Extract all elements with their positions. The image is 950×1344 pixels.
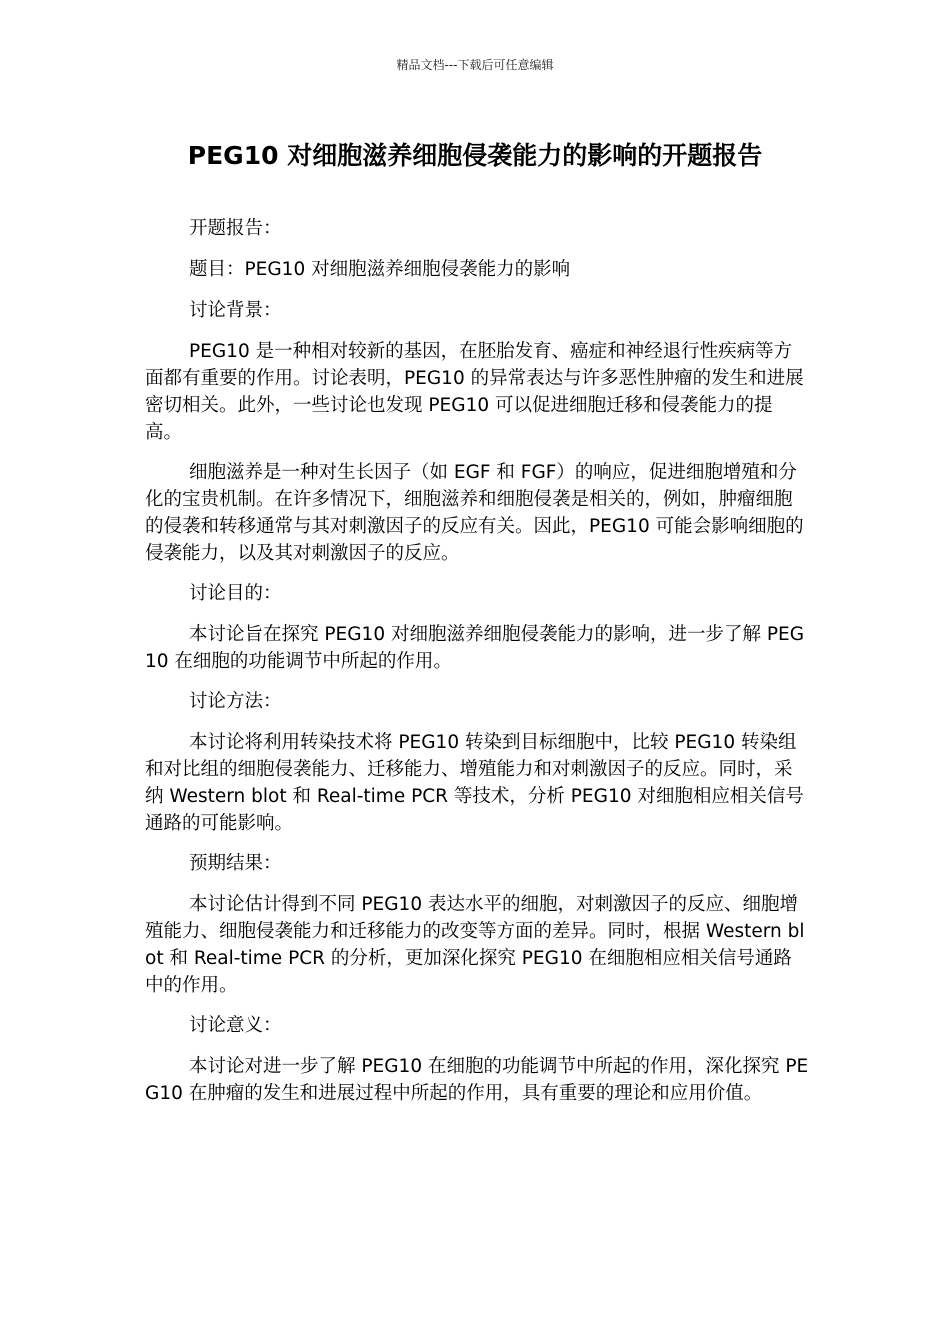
expected-results-paragraph: 本讨论估计得到不同 PEG10 表达水平的细胞，对刺激因子的反应、细胞增殖能力、细胞侵袭能力和迁移能力的改变等方面的差异。同时，根据 Western blot 和 Real-time PCR 的分析，更加深化探究 PEG10 在细胞相应相关信号通路中的作用。 — [145, 894, 805, 996]
document-body — [145, 215, 809, 1120]
background-paragraph-1: PEG10 是一种相对较新的基因，在胚胎发育、癌症和神经退行性疾病等方面都有重要的作用。讨论表明，PEG10 的异常表达与许多恶性肿瘤的发生和进展密切相关。此外，一些讨论也发现 PEG10 可以促进细胞迁移和侵袭能力的提高。 — [145, 341, 804, 443]
section-label-report: 开题报告： — [189, 218, 282, 239]
section-label-purpose: 讨论目的： — [189, 583, 282, 604]
section-label-significance: 讨论意义： — [189, 1015, 282, 1036]
header-note: 精品文档---下载后可任意编辑 — [396, 58, 554, 72]
topic-line: 题目：PEG10 对细胞滋养细胞侵袭能力的影响 — [189, 259, 571, 280]
section-label-methods: 讨论方法： — [189, 691, 282, 712]
significance-paragraph: 本讨论对进一步了解 PEG10 在细胞的功能调节中所起的作用，深化探究 PEG10 在肿瘤的发生和进展过程中所起的作用，具有重要的理论和应用价值。 — [145, 1056, 809, 1104]
background-paragraph-2: 细胞滋养是一种对生长因子（如 EGF 和 FGF）的响应，促进细胞增殖和分化的宝贵机制。在许多情况下，细胞滋养和细胞侵袭是相关的，例如，肿瘤细胞的侵袭和转移通常与其对刺激因子的反应有关。因此，PEG10 可能会影响细胞的侵袭能力，以及其对刺激因子的反应。 — [145, 462, 804, 564]
methods-paragraph: 本讨论将利用转染技术将 PEG10 转染到目标细胞中，比较 PEG10 转染组和对比组的细胞侵袭能力、迁移能力、增殖能力和对刺激因子的反应。同时，采纳 Western blot 和 Real-time PCR 等技术，分析 PEG10 对细胞相应相关信号通路的可能影响。 — [145, 732, 804, 834]
document-title: PEG10 对细胞滋养细胞侵袭能力的影响的开题报告 — [187, 141, 763, 170]
section-label-expected-results: 预期结果： — [189, 853, 282, 874]
section-label-background: 讨论背景： — [189, 300, 282, 321]
purpose-paragraph: 本讨论旨在探究 PEG10 对细胞滋养细胞侵袭能力的影响，进一步了解 PEG10 在细胞的功能调节中所起的作用。 — [145, 624, 805, 672]
